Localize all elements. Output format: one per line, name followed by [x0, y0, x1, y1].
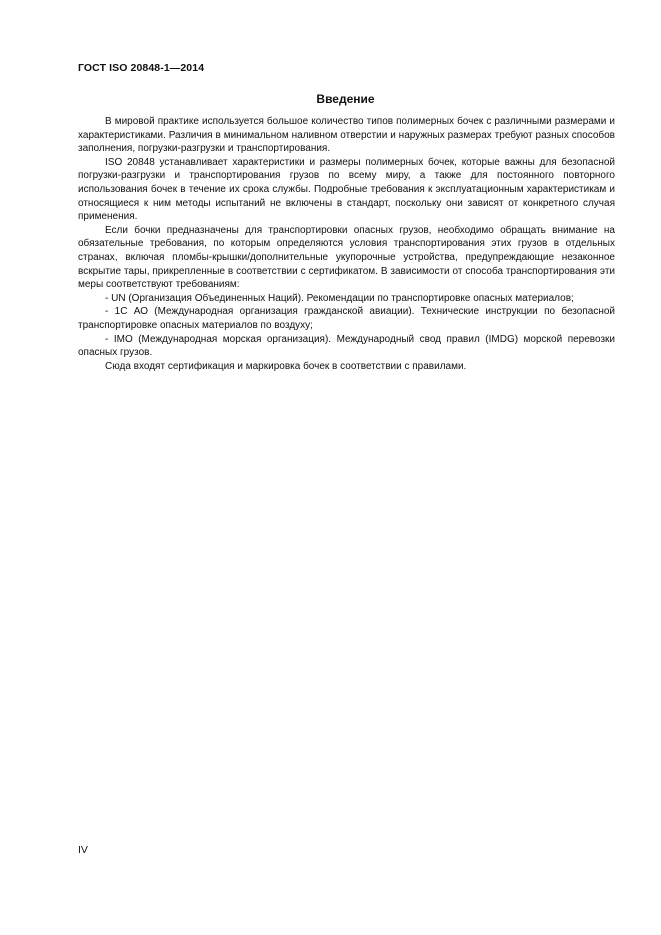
list-item-icao: - 1С АО (Международная организация гражданской авиации). Технические инструкции по безопасной транспортировке опасных материалов по воздуху;: [78, 306, 615, 331]
introduction-body: [78, 115, 615, 373]
paragraph-certification: Сюда входят сертификация и маркировка бочек в соответствии с правилами.: [105, 360, 467, 372]
paragraph-dangerous-goods: Если бочки предназначены для транспортировки опасных грузов, необходимо обращать внимание на обязательные требования, по которым определяются условия транспортирования этих грузов в отдельных странах, включая пломбы-крышки/дополнительные укупорочные устройства, предупреждающие незаконное вскрытие тары, прикрепленные в соответствии с сертификатом. В зависимости от способа транспортирования эти меры соответствуют требованиям:: [78, 224, 615, 291]
section-title: Введение: [316, 92, 375, 106]
standard-code-header: ГОСТ ISO 20848-1—2014: [78, 62, 205, 74]
list-item-un: - UN (Организация Объединенных Наций). Рекомендации по транспортировке опасных материалов;: [105, 292, 574, 304]
list-item-imo: - IMO (Международная морская организация). Международный свод правил (IMDG) морской перевозки опасных грузов.: [78, 333, 615, 359]
paragraph-intro: В мировой практике используется большое количество типов полимерных бочек с различными размерами и характеристиками. Различия в минимальном наливном отверстии и наружных размерах требуют разных способов заполнения, погрузки-разгрузки и транспортирования.: [78, 116, 615, 155]
page-number: IV: [78, 844, 88, 856]
paragraph-iso-scope: ISO 20848 устанавливает характеристики и размеры полимерных бочек, которые важны для безопасной погрузки-разгрузки и транспортирования грузов по всему миру, а также для постоянного повторного использования бочек в течение их срока службы. Подробные требования к эксплуатационным характеристикам и относящиеся к ним методы испытаний не включены в стандарт, поскольку они зависят от конкретного случая применения.: [78, 156, 615, 223]
